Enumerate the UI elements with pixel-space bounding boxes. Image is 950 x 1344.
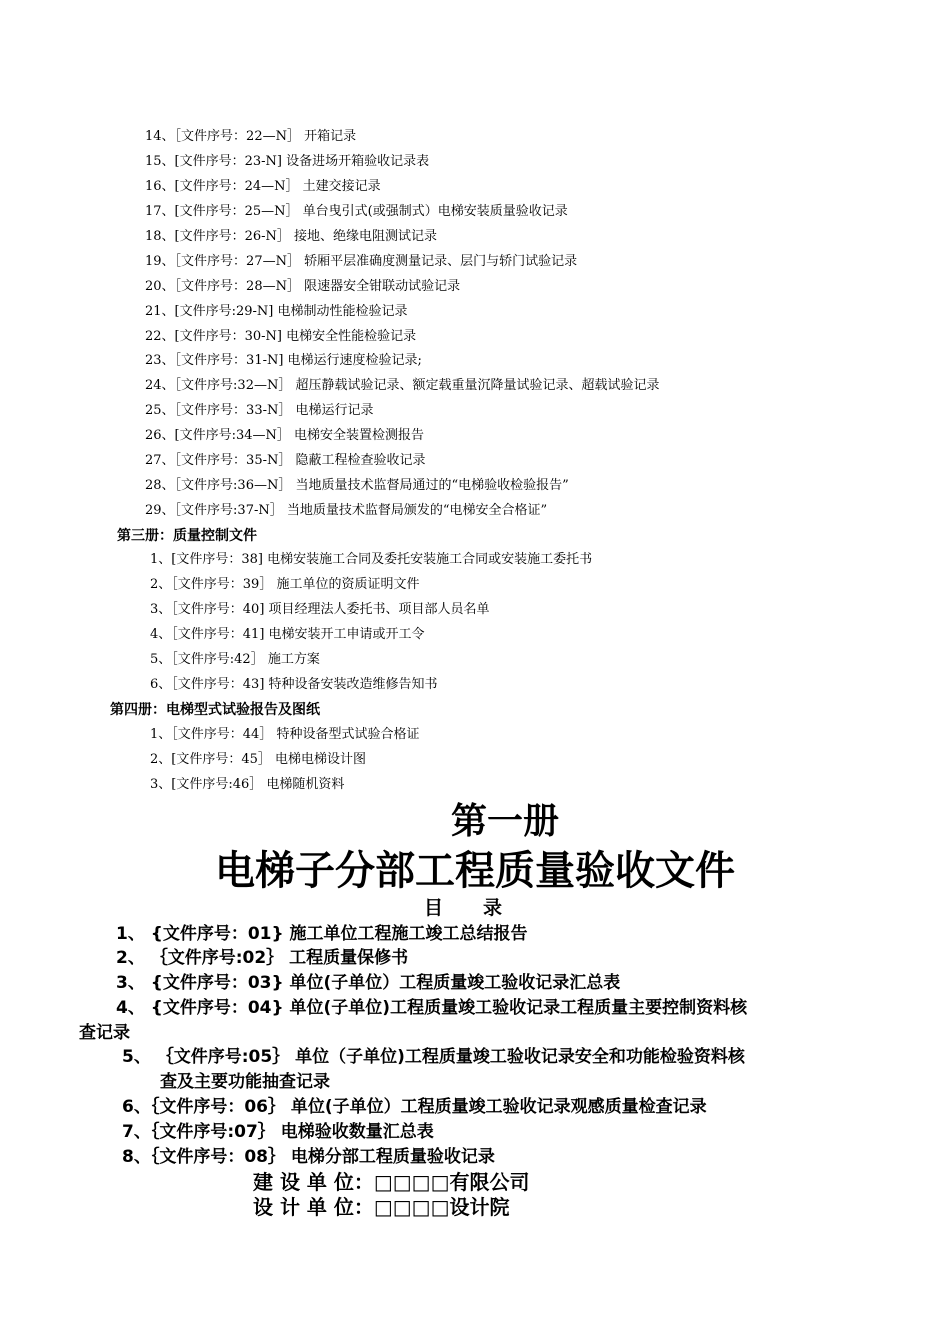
list-item: 1、［文件序号：44］ 特种设备型式试验合格证 bbox=[150, 727, 420, 742]
toc-item-continuation: 查及主要功能抽查记录 bbox=[160, 1072, 330, 1092]
list-item: 17、[文件序号：25—N］ 单台曳引式(或强制式）电梯安装质量验收记录 bbox=[145, 204, 568, 219]
toc-item: 3、 {文件序号：03} 单位(子单位）工程质量竣工验收记录汇总表 bbox=[116, 973, 621, 993]
toc-item: 5、 ｛文件序号:05｝ 单位（子单位)工程质量竣工验收记录安全和功能检验资料核 bbox=[122, 1047, 745, 1067]
toc-item: 1、 {文件序号：01} 施工单位工程施工竣工总结报告 bbox=[116, 924, 528, 944]
section-heading-vol4: 第四册：电梯型式试验报告及图纸 bbox=[110, 702, 320, 718]
list-item: 26、[文件序号:34—N］ 电梯安全装置检测报告 bbox=[145, 428, 425, 443]
design-unit: 设 计 单 位：□□□□设计院 bbox=[253, 1195, 510, 1219]
toc-item-continuation: 查记录 bbox=[79, 1023, 130, 1043]
page-title: 电梯子分部工程质量验收文件 bbox=[215, 848, 735, 894]
toc-item: 6、｛文件序号：06｝ 单位(子单位）工程质量竣工验收记录观感质量检查记录 bbox=[122, 1097, 707, 1117]
list-item: 5、［文件序号:42］ 施工方案 bbox=[150, 652, 320, 667]
construction-unit: 建 设 单 位：□□□□有限公司 bbox=[253, 1170, 530, 1194]
list-item: 16、[文件序号：24—N］ 土建交接记录 bbox=[145, 179, 381, 194]
toc-item: 4、 {文件序号：04} 单位(子单位)工程质量竣工验收记录工程质量主要控制资料核 bbox=[116, 998, 748, 1018]
list-item: 4、［文件序号：41] 电梯安装开工申请或开工令 bbox=[150, 627, 425, 642]
toc-label: 目录 bbox=[423, 897, 542, 919]
list-item: 1、[文件序号：38] 电梯安装施工合同及委托安装施工合同或安装施工委托书 bbox=[150, 552, 593, 567]
list-item: 15、[文件序号：23-N] 设备进场开箱验收记录表 bbox=[145, 154, 430, 169]
list-item: 25、［文件序号：33-N］ 电梯运行记录 bbox=[145, 403, 374, 418]
list-item: 27、［文件序号：35-N］ 隐蔽工程检查验收记录 bbox=[145, 453, 426, 468]
toc-item: 2、 ｛文件序号:02｝ 工程质量保修书 bbox=[116, 948, 409, 968]
list-item: 19、［文件序号：27—N］ 轿厢平层准确度测量记录、层门与轿门试验记录 bbox=[145, 254, 578, 269]
list-item: 20、［文件序号：28—N］ 限速器安全钳联动试验记录 bbox=[145, 279, 461, 294]
list-item: 22、[文件序号：30-N] 电梯安全性能检验记录 bbox=[145, 329, 417, 344]
toc-item: 8、｛文件序号：08｝ 电梯分部工程质量验收记录 bbox=[122, 1147, 495, 1167]
list-item: 23、［文件序号：31-N] 电梯运行速度检验记录; bbox=[145, 353, 422, 368]
list-item: 24、［文件序号:32—N］ 超压静载试验记录、额定载重量沉降量试验记录、超载试验记录 bbox=[145, 378, 660, 393]
volume-title: 第一册 bbox=[450, 801, 559, 842]
list-item: 2、[文件序号：45］ 电梯电梯设计图 bbox=[150, 752, 367, 767]
list-item: 14、［文件序号：22—N］ 开箱记录 bbox=[145, 129, 357, 144]
list-item: 29、［文件序号:37-N］ 当地质量技术监督局颁发的“电梯安全合格证” bbox=[145, 503, 548, 518]
list-item: 28、［文件序号:36—N］ 当地质量技术监督局通过的“电梯验收检验报告” bbox=[145, 478, 569, 493]
list-item: 3、［文件序号：40] 项目经理法人委托书、项目部人员名单 bbox=[150, 602, 490, 617]
list-item: 18、[文件序号：26-N］ 接地、绝缘电阻测试记录 bbox=[145, 229, 438, 244]
list-item: 6、［文件序号：43] 特种设备安装改造维修告知书 bbox=[150, 677, 438, 692]
list-item: 2、［文件序号：39］ 施工单位的资质证明文件 bbox=[150, 577, 420, 592]
list-item: 3、[文件序号:46］ 电梯随机资料 bbox=[150, 777, 345, 792]
section-heading-vol3: 第三册：质量控制文件 bbox=[117, 528, 257, 544]
toc-item: 7、｛文件序号:07｝ 电梯验收数量汇总表 bbox=[122, 1122, 434, 1142]
list-item: 21、[文件序号:29-N] 电梯制动性能检验记录 bbox=[145, 304, 408, 319]
